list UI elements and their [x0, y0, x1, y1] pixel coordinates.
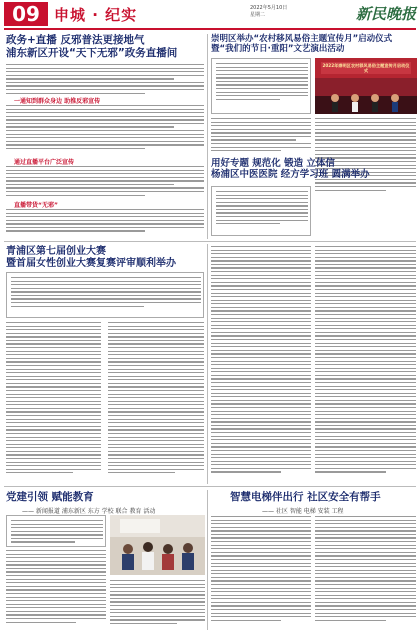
headline-line: 崇明区举办“农村移风易俗主题宣传月”启动仪式: [211, 34, 393, 44]
article-2-quote-box: [211, 58, 311, 114]
page-footer: [0, 630, 420, 640]
brand-name: 新民晚报: [355, 5, 416, 23]
article-4-body-2: [108, 322, 204, 476]
article-4-quote-box: [6, 272, 204, 318]
article-3-quote-box: [211, 186, 311, 236]
article-1-body: [6, 64, 204, 96]
column-divider: [207, 244, 208, 484]
article-6-body-2: [315, 516, 416, 623]
article-5-subhead: —— 新闻报道 浦东新区 东方 学校 联合 教育 活动: [22, 508, 156, 515]
date-info: [250, 5, 340, 19]
article-4-body: [6, 322, 101, 476]
headline-line: 暨“我们的节日·重阳”文艺演出活动: [211, 44, 345, 55]
article-5-photo: [110, 515, 205, 575]
article-4-headline: [6, 246, 206, 270]
headline-line: 暨首届女性创业大赛复赛评审顺利举办: [6, 258, 176, 269]
article-1-body-2: [6, 105, 204, 152]
article-5-headline: 党建引领 赋能教育: [6, 491, 94, 503]
headline-line: 青浦区第七届创业大赛: [6, 246, 106, 257]
article-2-headline: [211, 34, 416, 54]
section-title: 申城 · 纪实: [54, 6, 138, 24]
column-divider: [207, 34, 208, 239]
headline-line: 杨浦区中医医院 经方学习班 圆满举办: [211, 169, 370, 181]
section-divider: [4, 241, 416, 242]
article-2-photo: [315, 58, 417, 114]
photo-banner-text: 2022年崇明区农村移风易俗主题宣传月启动仪式: [322, 63, 410, 73]
article-3-body-2: [315, 246, 416, 475]
article-6-body: [211, 516, 311, 623]
weekday-line: 星期二: [250, 12, 266, 18]
section-divider: [4, 486, 416, 487]
article-6-headline: 智慧电梯伴出行 社区安全有帮手: [230, 491, 381, 503]
article-1-body-4: [6, 209, 204, 234]
masthead-rule: [4, 28, 416, 30]
masthead: [0, 0, 420, 28]
article-5-quote-box: [6, 515, 106, 547]
article-2-body: [211, 118, 311, 154]
headline-line: 用好专题 规范化 锻造 立体信: [211, 158, 335, 169]
page-number-box: [4, 2, 48, 26]
page-number: 09: [12, 2, 40, 26]
column-divider: [207, 490, 208, 630]
article-5-body: [6, 550, 106, 625]
article-1-headline: [6, 34, 206, 59]
date-line: 2022年5月10日: [250, 5, 288, 11]
classroom-photo-image: [110, 515, 205, 575]
brand-logo: [345, 3, 416, 25]
headline-line: 政务+直播 反邪普法更接地气: [6, 34, 145, 46]
article-6-subhead: —— 社区 智能 电梯 安装 工程: [262, 508, 344, 515]
article-1-subhead-2: 通过直播平台广泛宣传: [14, 159, 75, 166]
article-5-body-2: [110, 580, 205, 627]
article-3-body: [211, 246, 311, 475]
headline-line: 浦东新区开设“天下无邪”政务直播间: [6, 46, 178, 59]
article-1-body-3: [6, 166, 204, 198]
article-3-headline: [211, 158, 411, 181]
article-1-subhead: 一通知到群众身边 助推反邪宣传: [14, 98, 101, 105]
article-1-subhead-3: 直播带货“无邪”: [14, 202, 58, 209]
article-2-body-2: [315, 118, 416, 193]
